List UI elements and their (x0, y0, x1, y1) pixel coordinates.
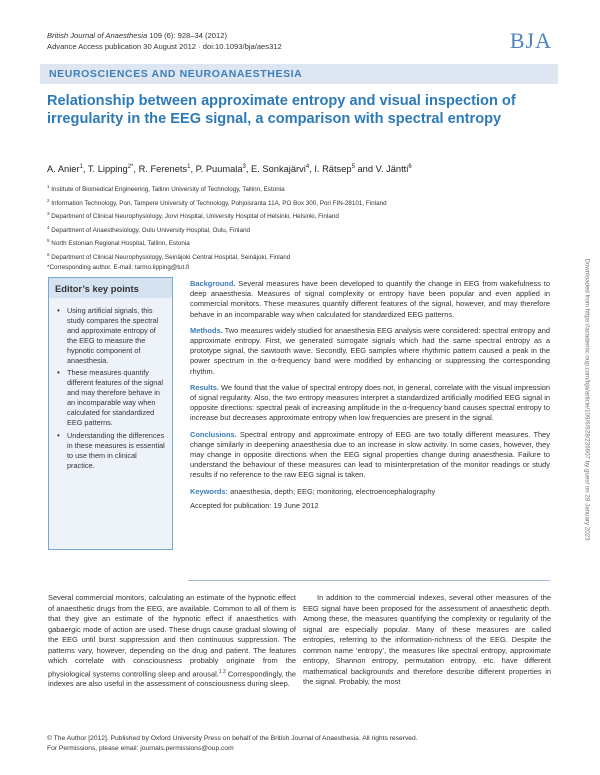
affiliation: $^3$ Department of Clinical Neurophysiology, Jorvi Hospital, University Hospital of Helsinki, Helsinki, Finland (47, 211, 339, 221)
abstract-conclusions: Conclusions. Spectral entropy and approximate entropy of EEG are two totally different measures. They change similarly in deepening anaesthesia due to an increase in slow activity. In some cases, however, they may change in opposite directions when the EEG signal properties change during anaesthesia. Failure to understand the behaviour of these measures can lead to misinterpretation of the monitor readings or study results if no reference to the raw EEG signal is taken. (190, 429, 550, 480)
download-note: Downloaded from https://academic.oup.com/bja/article/109/6/928/236607 by guest on 28 January 2023 (583, 258, 591, 541)
journal-name: British Journal of Anaesthesia (47, 31, 148, 40)
key-point: • Understanding the differences in these measures is essential to use them in clinical practice. (62, 431, 166, 471)
advance-access: Advance Access publication 30 August 2012 · doi:10.1093/bja/aes312 (47, 41, 282, 51)
author: I. Rätsep$^5$ (314, 164, 355, 175)
abstract-results: Results. We found that the value of spectral entropy does not, in general, correlate with the visual impression of signal regularity. Also, the two entropy measures interpret a standardized artificially modified EEG signal in opposite directions: spectral peak of increasing amplitude in the α-frequency band causes spectral entropy to increase but decreases approximate entropy when low frequencies are present in the signal. (190, 382, 550, 423)
section-label: NEUROSCIENCES AND NEUROANAESTHESIA (49, 68, 303, 80)
accepted-date: Accepted for publication: 19 June 2012 (190, 500, 319, 510)
download-watermark (583, 210, 591, 590)
key-point: • Using artificial signals, this study compares the spectral and approximate entropy of the EEG to measure the hypnotic component of anaesthesia. (62, 306, 166, 365)
author: E. Sonkajärvi$^4$ (251, 164, 310, 175)
affiliation: $^2$ Information Technology, Pori, Tampere University of Technology, Pohjoisranta 11A, PO Box 300, Pori FIN-28101, Finland (47, 197, 387, 207)
abstract-background: Background. Several measures have been developed to quantify the change in EEG from wakefulness to deep anaesthesia. Measures of signal complexity or entropy have been popular and even applied in commercial monitors. These measures quantify different features of the signal, however, and may therefore behave in an incomparable way when calculated for standardized EEG patterns. (190, 279, 550, 319)
abstract (190, 279, 550, 517)
affiliation: $^5$ North Estonian Regional Hospital, Tallinn, Estonia (47, 238, 190, 248)
author-list: A. Anier$^1$, T. Lipping$^{2*}$, R. Ferenets$^1$, P. Puumala$^3$, E. Sonkajärvi$^4$, I. Rätsep$^5$ and V. Jäntti$^6$ (47, 164, 412, 175)
author: V. Jäntti$^6$ (375, 164, 412, 175)
copyright: © The Author [2012]. Published by Oxford University Press on behalf of the British Journal of Anaesthesia. All rights reserved. (47, 735, 418, 742)
keywords: Keywords: anaesthesia, depth; EEG; monitoring, electroencephalography (190, 486, 436, 496)
citation: 109 (6): 928–34 (2012) (149, 31, 227, 40)
journal-logo: BJA (509, 28, 552, 53)
key-point: • These measures quantify different features of the signal and may therefore behave in an incomparable way when calculated for standardized EEG patterns. (62, 368, 166, 427)
affiliations (47, 182, 557, 273)
author: P. Puumala$^3$ (195, 164, 246, 175)
affiliation: $^6$ Department of Clinical Neurophysiology, Seinäjoki Central Hospital, Seinäjoki, Finland (47, 251, 291, 261)
journal-header (47, 31, 282, 52)
section-band (40, 64, 558, 84)
affiliation: $^4$ Department of Anaesthesiology, Oulu University Hospital, Oulu, Finland (47, 224, 250, 234)
key-points-list (49, 298, 172, 471)
abstract-divider (188, 580, 550, 581)
article-title: Relationship between approximate entropy and visual inspection of irregularity in the EEG signal, a comparison with spectral entropy (47, 93, 516, 128)
permissions: For Permissions, please email: journals.permissions@oup.com (47, 744, 234, 752)
author: A. Anier$^1$ (47, 164, 83, 175)
body-column-right: In addition to the commercial indexes, several other measures of the EEG signal have been proposed for the assessment of anaesthetic depth. Among these, the measures quantifying the complexity or regularity of the signal are especially popular. Many of these measures are called entropies, referring to the information-richness of the EEG. Despite the common name ‘entropy’, the measures like spectral entropy, approximate entropy, Shannon entropy, permutation entropy, etc. have different mathematical backgrounds and therefore describe different properties in the signal. Probably, the most (303, 593, 551, 686)
abstract-methods: Methods. Two measures widely studied for anaesthesia EEG analysis were considered: spectral entropy and approximate entropy. First, we generated surrogate signals which had the same spectral entropy as a prototype signal, the sawtooth wave. Secondly, EEG samples where rhythmic pattern caused a peak in the power spectrum in the α-frequency band were modified by enhancing or suppressing the corresponding rhythm. (190, 325, 550, 376)
affiliation: $^1$ Institute of Biomedical Engineering, Tallinn University of Technology, Tallinn, Estonia (47, 184, 285, 194)
author: T. Lipping$^{2*}$ (87, 164, 134, 175)
citation-ref[interactable]: 1 2 (218, 668, 226, 675)
key-points-title: Editor’s key points (49, 278, 172, 298)
footer (47, 734, 418, 754)
key-points-box (48, 277, 173, 550)
body-column-left: Several commercial monitors, calculating an estimate of the hypnotic effect of anaesthetic drugs from the EEG, are available. Common to all of them is that they give an estimate of the hypnotic effect if anaesthetics with gabaergic mode of action are used. These drugs cause gradual slowing of the EEG until burst suppression and then continuous suppression. The patterns vary, however, depending on the drug and patient. The features which correlate with consciousness probably originate from the physiological systems controlling sleep and arousal.$^{1 2}$ Correspondingly, the indexes are also useful in the assessment of consciousness during sleep. (48, 593, 296, 689)
corresponding-author: *Corresponding author. E-mail: tarmo.lipping@tut.fi (47, 264, 190, 271)
author: R. Ferenets$^1$ (138, 164, 191, 175)
